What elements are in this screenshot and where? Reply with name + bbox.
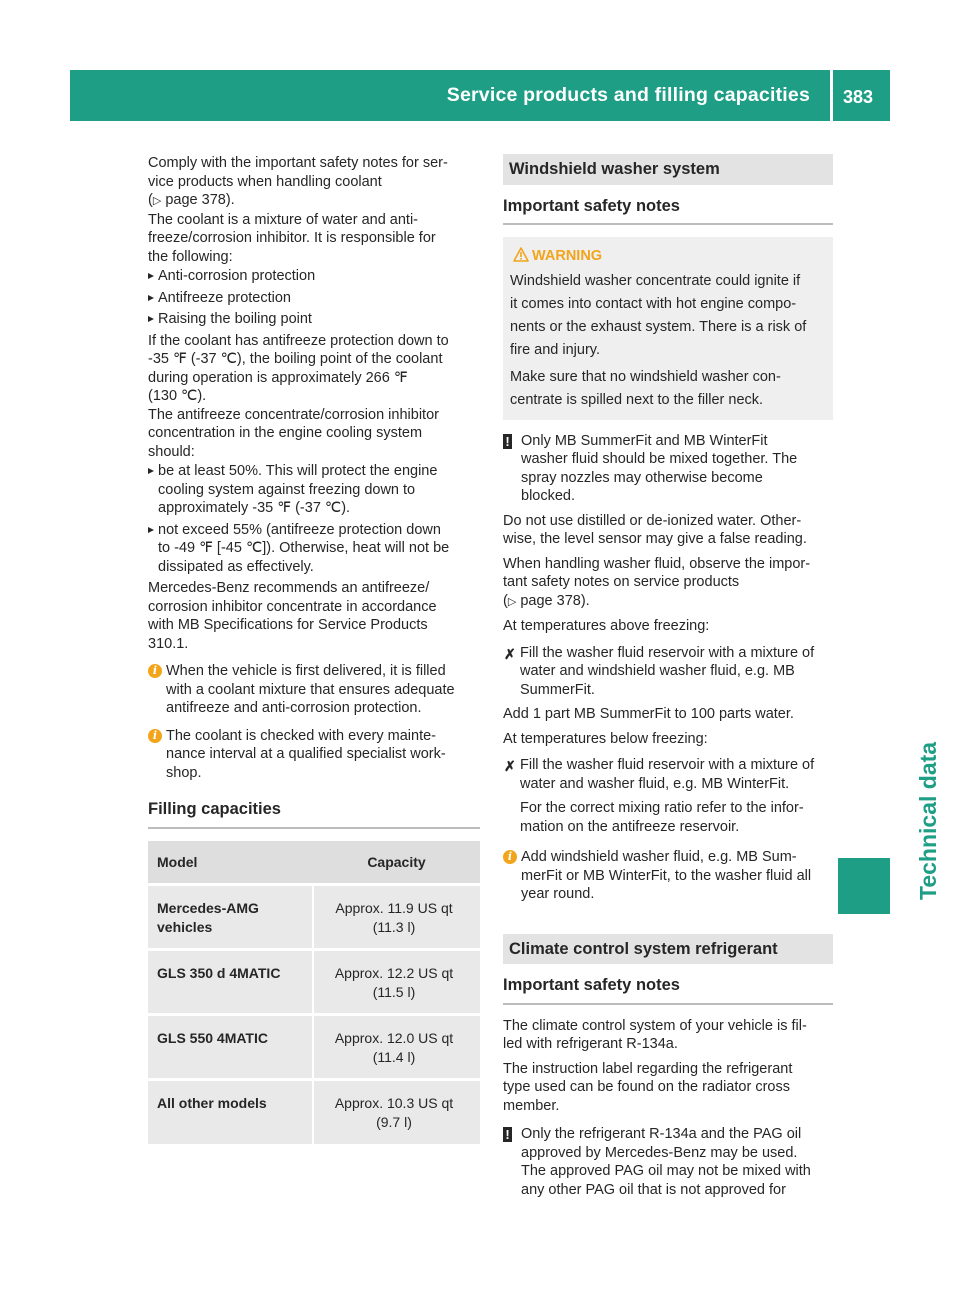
list-item: Raising the boiling point xyxy=(148,310,480,329)
text-line: GLS 350 d 4MATIC xyxy=(157,965,281,981)
text-line: When handling washer fluid, observe the impor- xyxy=(503,555,811,572)
text-line: approved by Mercedes-Benz may be used. xyxy=(521,1144,798,1161)
warning-text xyxy=(510,270,825,362)
caution-note-refrigerant xyxy=(503,1125,833,1199)
caution-note-washer xyxy=(503,432,833,506)
action-x-icon: ✗ xyxy=(504,758,516,774)
table-header-row xyxy=(148,841,480,885)
concentrate-paragraph xyxy=(148,406,480,462)
text-line: GLS 550 4MATIC xyxy=(157,1030,268,1046)
left-column xyxy=(148,154,480,1144)
table-row xyxy=(148,1080,480,1144)
text-line: Approx. 12.0 US qt xyxy=(334,1030,454,1046)
warning-header xyxy=(510,247,825,266)
text-line: spray nozzles may otherwise become xyxy=(521,469,763,486)
list-item: Antifreeze protection xyxy=(148,289,480,308)
section-heading-climate: Climate control system refrigerant xyxy=(503,934,833,965)
action-x-icon: ✗ xyxy=(504,645,516,662)
text-line: Approx. 12.2 US qt xyxy=(334,965,454,981)
text-line: vice products when handling coolant xyxy=(148,173,382,190)
text-line: be at least 50%. This will protect the engine xyxy=(158,463,438,479)
instruction-label-paragraph xyxy=(503,1060,833,1116)
text-line: The coolant is checked with every mainte- xyxy=(166,727,436,744)
text-line: with MB Specifications for Service Products xyxy=(148,617,428,633)
text-line: to -49 ℉ [-45 ℃]). Otherwise, heat will not be xyxy=(158,540,450,556)
concentration-requirements-list xyxy=(148,462,480,576)
info-icon: i xyxy=(148,729,162,743)
text-line: page 378). xyxy=(165,192,235,208)
text-line: Mercedes-Benz recommends an antifreeze/ xyxy=(148,580,430,596)
column-header-model: Model xyxy=(148,841,313,885)
text-line: Fill the washer fluid reservoir with a mixture of xyxy=(520,644,815,661)
right-column xyxy=(503,154,833,1199)
text-line: approximately -35 ℉ (-37 ℃). xyxy=(158,500,351,516)
filling-capacities-table xyxy=(148,841,480,1144)
text-line: vehicles xyxy=(157,918,213,935)
text-line: with a coolant mixture that ensures adequate xyxy=(166,681,455,698)
table-row xyxy=(148,885,480,950)
text-line: cooling system against freezing down to xyxy=(158,481,416,498)
info-icon: i xyxy=(148,664,162,678)
text-line: mation on the antifreeze reservoir. xyxy=(520,818,740,835)
text-line: freeze/corrosion inhibitor. It is responsible for xyxy=(148,230,436,246)
text-line: Only the refrigerant R-134a and the PAG oil xyxy=(521,1126,802,1142)
side-tab-marker xyxy=(838,858,890,914)
text-line: The climate control system of your vehicle is fil- xyxy=(503,1017,807,1034)
text-line: (9.7 l) xyxy=(376,1113,412,1130)
text-line: page 378). xyxy=(520,592,590,609)
text-line: Only MB SummerFit and MB WinterFit xyxy=(521,432,768,449)
text-line: Approx. 10.3 US qt xyxy=(334,1095,454,1111)
text-line: If the coolant has antifreeze protection down to xyxy=(148,332,449,349)
text-line: type used can be found on the radiator cross xyxy=(503,1079,790,1095)
recommendation-paragraph xyxy=(148,579,480,653)
text-line: Make sure that no windshield washer con- xyxy=(510,368,781,385)
model-cell xyxy=(148,1080,313,1144)
section-heading-washer: Windshield washer system xyxy=(503,154,833,185)
coolant-intro xyxy=(148,154,480,211)
warning-triangle-icon xyxy=(513,247,529,262)
info-note-year-round xyxy=(503,848,833,904)
text-line: Mercedes-AMG xyxy=(157,900,259,916)
text-line: The approved PAG oil may not be mixed with xyxy=(521,1163,811,1179)
text-line: washer fluid should be mixed together. The xyxy=(521,451,798,467)
climate-safety-heading: Important safety notes xyxy=(503,976,833,1005)
text-line: (11.5 l) xyxy=(372,983,416,1000)
text-line: SummerFit. xyxy=(520,681,595,698)
table-row xyxy=(148,1015,480,1080)
action-step xyxy=(503,756,833,836)
coolant-mixture xyxy=(148,211,480,267)
text-line: concentration in the engine cooling system xyxy=(148,425,423,441)
text-line: dissipated as effectively. xyxy=(158,558,314,575)
page-number: 383 xyxy=(843,87,874,107)
text-line: Do not use distilled or de-ionized water. Other- xyxy=(503,512,802,529)
exclamation-icon: ! xyxy=(503,434,512,449)
text-line: water and windshield washer fluid, e.g. MB xyxy=(520,663,795,679)
model-cell xyxy=(148,1015,313,1080)
capacity-cell xyxy=(313,885,480,950)
distilled-water-paragraph xyxy=(503,512,833,549)
capacity-cell xyxy=(313,1080,480,1144)
text-line: (11.4 l) xyxy=(372,1048,416,1065)
side-tab-label: Technical data xyxy=(915,741,941,900)
text-line: The coolant is a mixture of water and anti- xyxy=(148,211,418,228)
coolant-functions-list xyxy=(148,267,480,329)
above-freezing-label: At temperatures above freezing: xyxy=(503,618,710,634)
climate-paragraph xyxy=(503,1017,833,1054)
capacity-cell xyxy=(313,950,480,1015)
info-note-delivery xyxy=(148,662,480,718)
text-line: merFit or MB WinterFit, to the washer fluid all xyxy=(521,867,812,884)
model-cell xyxy=(148,950,313,1015)
text-line: Comply with the important safety notes for ser- xyxy=(148,155,448,171)
page-ref-arrow-icon: ▷ xyxy=(152,194,162,207)
side-tab xyxy=(900,700,960,900)
text-line: the following: xyxy=(148,248,233,265)
text-line: When the vehicle is first delivered, it is filled xyxy=(166,663,446,679)
text-line: (11.3 l) xyxy=(372,918,416,935)
text-line: wise, the level sensor may give a false reading. xyxy=(503,531,807,547)
antifreeze-paragraph xyxy=(148,332,480,406)
text-line: during operation is approximately 266 ℉ xyxy=(148,369,408,386)
filling-capacities-heading: Filling capacities xyxy=(148,800,480,829)
text-line: water and washer fluid, e.g. MB WinterFit. xyxy=(520,775,790,792)
text-line: -35 ℉ (-37 ℃), the boiling point of the coolant xyxy=(148,351,443,367)
text-line: blocked. xyxy=(521,488,576,504)
list-item xyxy=(148,521,480,577)
warning-label: WARNING xyxy=(532,248,603,264)
text-line: nents or the exhaust system. There is a risk of xyxy=(510,318,807,335)
text-line: tant safety notes on service products xyxy=(503,574,740,590)
column-header-capacity: Capacity xyxy=(313,841,480,885)
info-note-maintenance xyxy=(148,727,480,783)
text-line: Windshield washer concentrate could ignite if xyxy=(510,272,801,289)
text-line: For the correct mixing ratio refer to the infor- xyxy=(520,800,804,816)
text-line: fire and injury. xyxy=(510,341,600,358)
page-header xyxy=(70,70,890,121)
text-line: All other models xyxy=(157,1095,267,1111)
exclamation-icon: ! xyxy=(503,1127,512,1142)
warning-action xyxy=(510,366,825,412)
page-ref-arrow-icon: ▷ xyxy=(507,594,517,608)
text-line: The antifreeze concentrate/corrosion inhibitor xyxy=(148,406,439,423)
capacity-cell xyxy=(313,1015,480,1080)
model-cell xyxy=(148,885,313,950)
header-divider xyxy=(830,70,833,121)
text-line: nance interval at a qualified specialist work- xyxy=(166,746,446,762)
handling-paragraph xyxy=(503,555,833,612)
warning-box xyxy=(503,237,833,420)
washer-safety-heading: Important safety notes xyxy=(503,197,833,226)
text-line: Add windshield washer fluid, e.g. MB Sum- xyxy=(521,849,797,865)
text-line: The instruction label regarding the refrigerant xyxy=(503,1060,793,1077)
list-item xyxy=(148,462,480,518)
text-line: shop. xyxy=(166,764,202,781)
text-line: led with refrigerant R-134a. xyxy=(503,1036,678,1052)
action-step xyxy=(503,644,833,700)
header-title: Service products and filling capacities xyxy=(446,84,810,106)
table-row xyxy=(148,950,480,1015)
text-line: corrosion inhibitor concentrate in accordance xyxy=(148,598,437,615)
text-line: it comes into contact with hot engine compo- xyxy=(510,295,797,312)
text-line: (130 ℃). xyxy=(148,388,207,404)
add-part-text: Add 1 part MB SummerFit to 100 parts water. xyxy=(503,706,794,722)
text-line: year round. xyxy=(521,886,595,902)
text-line: member. xyxy=(503,1097,560,1114)
text-line: Fill the washer fluid reservoir with a mixture of xyxy=(520,757,815,773)
text-line: any other PAG oil that is not approved for xyxy=(521,1181,786,1198)
list-item: Anti-corrosion protection xyxy=(148,267,480,286)
info-icon: i xyxy=(503,850,517,864)
text-line: centrate is spilled next to the filler neck. xyxy=(510,391,764,408)
text-line: should: xyxy=(148,443,195,460)
page-reference[interactable]: (▷ page 378). xyxy=(148,192,235,208)
text-line: 310.1. xyxy=(148,635,189,652)
page-reference[interactable]: (▷ page 378). xyxy=(503,592,590,609)
text-line: Approx. 11.9 US qt xyxy=(335,900,453,916)
text-line: antifreeze and anti-corrosion protection. xyxy=(166,700,422,716)
text-line: not exceed 55% (antifreeze protection down xyxy=(158,521,441,538)
below-freezing-label: At temperatures below freezing: xyxy=(503,730,708,747)
